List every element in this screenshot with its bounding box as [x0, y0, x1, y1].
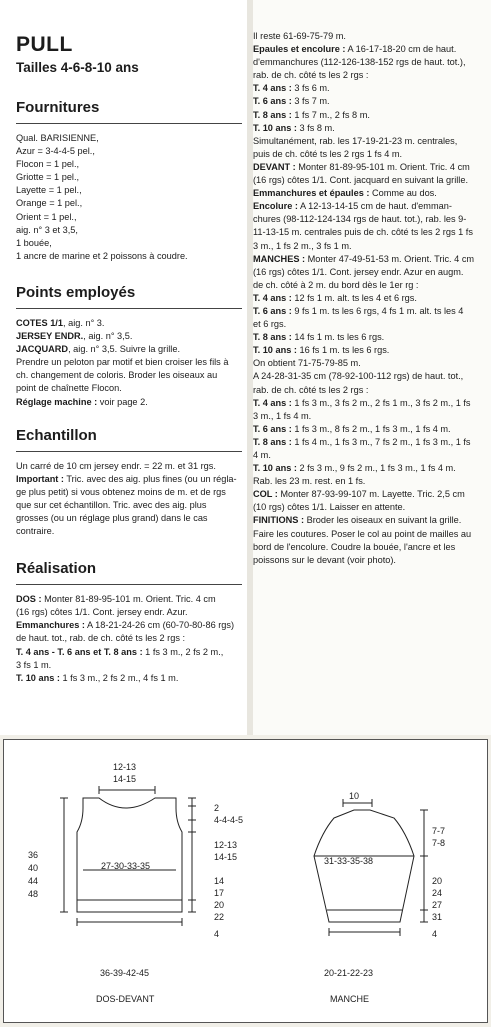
instruction-text: chures (98-112-124-134 rgs de haut. tot.), rab. les 9-: [253, 214, 467, 225]
pattern-title: PULL: [16, 33, 73, 56]
realisation-heading: Réalisation: [16, 560, 239, 581]
instruction-label: Epaules et encolure :: [253, 44, 346, 55]
instruction-text: poissons sur le devant (voir photo).: [253, 554, 396, 565]
instruction-label: COL :: [253, 489, 278, 500]
right-instructions: [253, 30, 485, 567]
instruction-text: rab. de ch. côté ts les 2 rgs :: [253, 70, 369, 81]
instruction-line: [253, 384, 485, 397]
instruction-text: (16 rgs) côtes 1/1. Cont. jersey endr. Azur en augm.: [253, 266, 464, 277]
cotes-label: COTES 1/1: [16, 317, 63, 328]
instruction-text: 1 fs 7 m., 2 fs 8 m.: [291, 109, 370, 120]
instruction-text: Comme au dos.: [369, 188, 437, 199]
instruction-label: T. 10 ans :: [253, 122, 297, 133]
echantillon-heading: Echantillon: [16, 427, 239, 448]
jersey-label: JERSEY ENDR.: [16, 331, 84, 342]
instruction-line: [253, 95, 485, 108]
instruction-text: A 12-13-14-15 cm de haut. d'emman-: [297, 201, 452, 212]
manche-top-label: 10: [349, 791, 360, 801]
fournitures-line: aig. n° 3 et 3,5,: [16, 224, 78, 235]
dos-right-label: 14-15: [214, 852, 238, 862]
instruction-line: [253, 501, 485, 514]
emmanchures-line: de haut. tot., rab. de ch. côté ts les 2 rgs :: [16, 633, 186, 644]
instruction-line: [253, 514, 485, 527]
reglage-text: voir page 2.: [97, 396, 148, 407]
fournitures-line: Layette = 1 pel.,: [16, 185, 82, 196]
manche-bottom-width-label: 20-21-22-23: [324, 968, 374, 978]
t4-line: 3 fs 1 m.: [16, 659, 52, 670]
dos-right-label: 4: [214, 929, 220, 939]
instruction-label: T. 10 ans :: [253, 345, 297, 356]
instruction-label: T. 4 ans :: [253, 292, 292, 303]
dos-right-label: 14: [214, 876, 225, 886]
instruction-line: [253, 488, 485, 501]
instruction-label: MANCHES :: [253, 253, 306, 264]
dos-label: DOS :: [16, 594, 42, 605]
instruction-text: 1 fs 3 m., 8 fs 2 m., 1 fs 3 m., 1 fs 4 m.: [291, 423, 451, 434]
emmanchures-label: Emmanchures :: [16, 620, 85, 631]
instruction-label: Encolure :: [253, 201, 298, 212]
instruction-text: Faire les coutures. Poser le col au point de mailles au: [253, 528, 472, 539]
instruction-line: [253, 161, 485, 174]
t10-label: T. 10 ans :: [16, 672, 60, 683]
instruction-text: On obtient 71-75-79-85 m.: [253, 358, 361, 369]
instruction-text: A 24-28-31-35 cm (78-92-100-112 rgs) de haut. tot.,: [253, 371, 464, 382]
important-label: Important :: [16, 473, 64, 484]
manche-right-label: 7-7: [432, 826, 446, 836]
fournitures-line: Orange = 1 pel.,: [16, 198, 83, 209]
fournitures-heading: Fournitures: [16, 99, 239, 120]
dos-devant-outline: [77, 798, 182, 912]
dos-right-label: 4-4-4-5: [214, 815, 244, 825]
dos-right-label: 12-13: [214, 840, 238, 850]
dos-height-label: 36: [28, 850, 39, 860]
instruction-line: [253, 30, 485, 43]
instruction-text: 2 fs 3 m., 9 fs 2 m., 1 fs 3 m., 1 fs 4 m.: [296, 463, 456, 474]
fournitures-line: Qual. BARISIENNE,: [16, 133, 99, 143]
realisation-block: [16, 593, 239, 685]
important-line: Tric. avec des aig. plus fines (ou un régla-: [63, 473, 237, 484]
instruction-label: T. 6 ans :: [253, 96, 292, 107]
instruction-line: [253, 122, 485, 135]
t4-line: 1 fs 3 m., 2 fs 2 m.,: [142, 646, 224, 657]
instruction-line: [253, 266, 485, 279]
instruction-label: T. 6 ans :: [253, 423, 292, 434]
instruction-text: A 16-17-18-20 cm de haut.: [345, 44, 457, 55]
t4-label: T. 4 ans - T. 6 ans et T. 8 ans :: [16, 646, 143, 657]
instruction-line: [253, 240, 485, 253]
instruction-line: [253, 344, 485, 357]
instruction-line: [253, 148, 485, 161]
instruction-line: [253, 370, 485, 383]
dos-right-label: 22: [214, 912, 225, 922]
instruction-line: [253, 200, 485, 213]
instruction-text: Rab. les 23 m. rest. en 1 fs.: [253, 476, 366, 487]
jacquard-line: Prendre un peloton par motif et bien croiser les fils à: [16, 357, 229, 368]
instruction-line: [253, 397, 485, 410]
manche-outline: [314, 810, 414, 922]
instruction-line: [253, 305, 485, 318]
instruction-text: rab. de ch. côté ts les 2 rgs :: [253, 384, 369, 395]
instruction-text: de ch. côté à 2 m. du bord dès le 1er rg :: [253, 279, 419, 290]
instruction-line: [253, 174, 485, 187]
instruction-line: [253, 226, 485, 239]
instruction-line: [253, 554, 485, 567]
points-heading: Points employés: [16, 284, 239, 305]
instruction-text: Monter 81-89-95-101 m. Orient. Tric. 4 cm: [295, 161, 470, 172]
fournitures-line: Flocon = 1 pel.,: [16, 159, 80, 170]
instruction-line: [253, 279, 485, 292]
instruction-text: 3 fs 7 m.: [291, 96, 330, 107]
fournitures-line: Griotte = 1 pel.,: [16, 172, 80, 183]
dos-neck-bottom-label: 14-15: [113, 774, 137, 784]
important-line: contraire.: [16, 526, 55, 537]
schematics-svg: [4, 740, 489, 1024]
dos-right-label: 2: [214, 803, 220, 813]
fournitures-line: Orient = 1 pel.,: [16, 211, 77, 222]
instruction-text: (10 rgs) côtes 1/1. Laisser en attente.: [253, 502, 406, 513]
instruction-line: [253, 213, 485, 226]
instruction-line: [253, 436, 485, 449]
instruction-line: [253, 69, 485, 82]
fournitures-line: 1 bouée,: [16, 237, 52, 248]
instruction-text: 11-13-15 m. centrales puis de ch. côté ts les 2 rgs 1 fs: [253, 227, 473, 238]
jersey-text: , aig. n° 3,5.: [83, 331, 133, 342]
instruction-label: T. 10 ans :: [253, 463, 297, 474]
reglage-label: Réglage machine :: [16, 396, 98, 407]
right-column: [253, 0, 491, 735]
instruction-text: Broder les oiseaux en suivant la grille.: [304, 515, 462, 526]
manche-caption: MANCHE: [330, 994, 370, 1004]
dos-body-width-label: 27-30-33-35: [101, 861, 151, 871]
instruction-line: [253, 449, 485, 462]
instruction-text: Il reste 61-69-75-79 m.: [253, 31, 346, 41]
manche-right-label: 24: [432, 888, 443, 898]
instruction-label: Emmanchures et épaules :: [253, 188, 370, 199]
instruction-line: [253, 541, 485, 554]
instruction-label: FINITIONS :: [253, 515, 305, 526]
dos-caption: DOS-DEVANT: [96, 994, 155, 1004]
left-column: [0, 0, 247, 735]
instruction-label: T. 8 ans :: [253, 436, 292, 447]
instruction-line: [253, 410, 485, 423]
instruction-line: [253, 357, 485, 370]
jacquard-label: JACQUARD: [16, 344, 69, 355]
instruction-text: et 6 rgs.: [253, 319, 287, 330]
instruction-text: (16 rgs) côtes 1/1. Cont. jacquard en suivant la grille.: [253, 175, 468, 186]
instruction-line: [253, 528, 485, 541]
jacquard-line: ch. changement de coloris. Broder les oiseaux au: [16, 370, 218, 381]
instruction-text: 1 fs 4 m., 1 fs 3 m., 7 fs 2 m., 1 fs 3 m., 1 fs: [291, 436, 471, 447]
emmanchures-line: A 18-21-24-26 cm (60-70-80-86 rgs): [84, 620, 235, 631]
instruction-text: puis de ch. côté ts les 2 rgs 1 fs 4 m.: [253, 148, 403, 159]
manche-right-label: 20: [432, 876, 443, 886]
instruction-line: [253, 331, 485, 344]
instruction-line: [253, 475, 485, 488]
instruction-label: T. 8 ans :: [253, 332, 292, 343]
schematics-frame: [3, 739, 488, 1023]
fournitures-line: 1 ancre de marine et 2 poissons à coudre.: [16, 250, 188, 261]
manche-top-width-label: 31-33-35-38: [324, 856, 374, 866]
dos-line: Monter 81-89-95-101 m. Orient. Tric. 4 cm: [41, 594, 216, 605]
instruction-label: T. 6 ans :: [253, 305, 292, 316]
t10-line: 1 fs 3 m., 2 fs 2 m., 4 fs 1 m.: [59, 672, 179, 683]
echantillon-block: [16, 460, 239, 539]
manche-right-label: 7-8: [432, 838, 446, 848]
dos-height-label: 48: [28, 889, 39, 899]
instruction-text: Simultanément, rab. les 17-19-21-23 m. centrales,: [253, 135, 458, 146]
fournitures-list: [16, 132, 239, 263]
instruction-label: T. 8 ans :: [253, 109, 292, 120]
instruction-line: [253, 56, 485, 69]
instruction-line: [253, 135, 485, 148]
instruction-text: 3 fs 6 m.: [291, 83, 330, 94]
instruction-line: [253, 82, 485, 95]
instruction-line: [253, 253, 485, 266]
echantillon-line: Un carré de 10 cm jersey endr. = 22 m. et 31 rgs.: [16, 460, 216, 471]
instruction-label: T. 4 ans :: [253, 83, 292, 94]
instruction-text: 14 fs 1 m. ts les 6 rgs.: [291, 332, 385, 343]
important-line: grosses (ou un réglage plus grand) dans le cas: [16, 512, 208, 523]
dos-height-label: 40: [28, 863, 39, 873]
dos-height-label: 44: [28, 876, 39, 886]
manche-right-label: 31: [432, 912, 443, 922]
manche-right-label: 4: [432, 929, 438, 939]
jacquard-text: , aig. n° 3,5. Suivre la grille.: [68, 344, 181, 355]
instruction-line: [253, 423, 485, 436]
instruction-text: d'emmanchures (112-126-138-152 rgs de haut. tot.),: [253, 57, 466, 68]
instruction-line: [253, 43, 485, 56]
fournitures-line: Azur = 3-4-4-5 pel.,: [16, 146, 95, 157]
cotes-text: , aig. n° 3.: [62, 317, 105, 328]
instruction-line: [253, 318, 485, 331]
instruction-text: Monter 47-49-51-53 m. Orient. Tric. 4 cm: [305, 253, 475, 264]
schematics-area: [0, 735, 491, 1027]
instruction-line: [253, 462, 485, 475]
dos-neck-top-label: 12-13: [113, 762, 137, 772]
instruction-text: 16 fs 1 m. ts les 6 rgs.: [296, 345, 390, 356]
instruction-text: 3 m., 1 fs 2 m., 3 fs 1 m.: [253, 240, 352, 251]
instruction-text: 3 m., 1 fs 4 m.: [253, 410, 312, 421]
dos-line: (16 rgs) côtes 1/1. Cont. jersey endr. Azur.: [16, 607, 188, 618]
instruction-line: [253, 292, 485, 305]
instruction-text: Monter 87-93-99-107 m. Layette. Tric. 2,5 cm: [277, 489, 465, 500]
jacquard-line: point de chaînette Flocon.: [16, 383, 122, 394]
instruction-text: 9 fs 1 m. ts les 6 rgs, 4 fs 1 m. alt. ts les 4: [291, 305, 464, 316]
important-line: que sur cet échantillon. Tric. avec des aig. plus: [16, 499, 207, 510]
instruction-text: 4 m.: [253, 450, 271, 460]
dos-right-label: 17: [214, 888, 225, 898]
instruction-label: T. 4 ans :: [253, 397, 292, 408]
instruction-line: [253, 187, 485, 200]
instruction-label: DEVANT :: [253, 161, 296, 172]
instruction-line: [253, 109, 485, 122]
instruction-text: 12 fs 1 m. alt. ts les 4 et 6 rgs.: [291, 292, 417, 303]
points-block: [16, 317, 239, 409]
instruction-text: bord de l'encolure. Coudre la bouée, l'ancre et les: [253, 541, 456, 552]
instruction-text: 3 fs 8 m.: [296, 122, 335, 133]
dos-bottom-width-label: 36-39-42-45: [100, 968, 150, 978]
important-line: ge plus petit) si vous obtenez moins de m. et de rgs: [16, 486, 226, 497]
manche-right-label: 27: [432, 900, 443, 910]
instruction-text: 1 fs 3 m., 3 fs 2 m., 2 fs 1 m., 3 fs 2 m., 1 fs: [291, 397, 471, 408]
pattern-sizes: Tailles 4-6-8-10 ans: [16, 60, 139, 75]
dos-right-label: 20: [214, 900, 225, 910]
